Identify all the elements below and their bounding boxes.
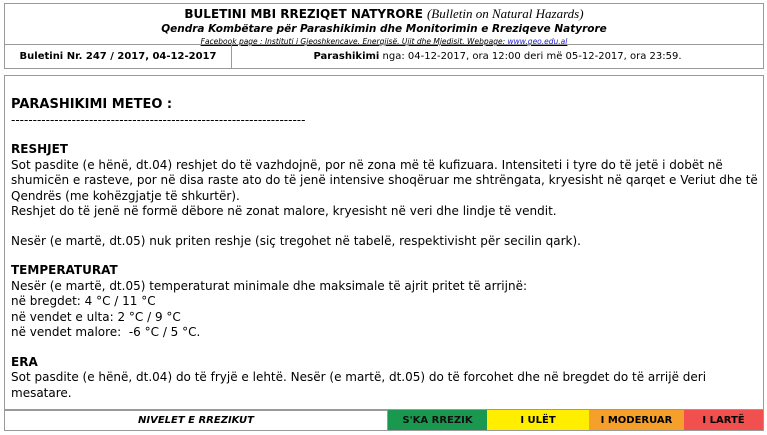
risk-levels-label: NIVELET E RREZIKUT xyxy=(5,410,388,430)
bulletin-title-en: (Bulletin on Natural Hazards) xyxy=(426,6,584,21)
section-heading: ERA xyxy=(11,354,38,369)
paragraph: në vendet malore: -6 °C / 5 °C. xyxy=(11,325,201,339)
bulletin-header xyxy=(4,3,764,45)
risk-level-low: I ULËT xyxy=(487,410,589,430)
risk-level-high: I LARTË xyxy=(684,410,763,430)
content-title: PARASHIKIMI METEO : xyxy=(11,97,173,112)
forecast-label: Parashikimi xyxy=(313,51,380,62)
risk-levels-legend xyxy=(4,409,764,431)
bulletin-number: Buletini Nr. 247 / 2017, 04-12-2017 xyxy=(5,45,232,68)
paragraph: Nesër (e martë, dt.05) nuk priten reshje (siç tregohet në tabelë, respektivisht për secilin qark). xyxy=(11,233,581,248)
webpage-link[interactable]: www.geo.edu.al xyxy=(507,37,568,46)
risk-level-none: S'KA RREZIK xyxy=(388,410,487,430)
section-heading: RESHJET xyxy=(11,142,68,156)
links-text: Facebook page : Instituti i Gjeoshkencave, Energjisë, Ujit dhe Mjedisit, Webpage: xyxy=(200,37,508,46)
paragraph: Sot pasdite (e hënë, dt.04) do të fryjë e lehtë. Nesër (e martë, dt.05) do të forcohet dhe në bregdet do të arrijë deri mesatare. xyxy=(11,370,707,400)
paragraph: Nesër (e martë, dt.05) temperaturat minimale dhe maksimale të ajrit pritet të arrijnë: xyxy=(11,278,527,293)
forecast-period: nga: 04-12-2017, ora 12:00 deri më 05-12-2017, ora 23:59. xyxy=(379,51,682,62)
risk-level-moderate: I MODERUAR xyxy=(589,410,684,430)
paragraph: Reshjet do të jenë në formë dëbore në zonat malore, kryesisht në veri dhe lindje të vendit. xyxy=(11,204,557,218)
paragraph: në vendet e ulta: 2 °C / 9 °C xyxy=(11,309,181,324)
divider: -------------------------------------------------------------------- xyxy=(11,112,306,127)
forecast-content xyxy=(4,75,764,411)
paragraph: në bregdet: 4 °C / 11 °C xyxy=(11,294,156,308)
info-row xyxy=(4,44,764,69)
bulletin-title: BULETINI MBI RREZIQET NATYRORE xyxy=(184,7,423,21)
section-heading: TEMPERATURAT xyxy=(11,263,118,277)
bulletin-subtitle: Qendra Kombëtare për Parashikimin dhe Monitorimin e Rreziqeve Natyrore xyxy=(161,23,607,35)
paragraph: Sot pasdite (e hënë, dt.04) reshjet do të vazhdojnë, por në zona më të kufizuara. Intensiteti i tyre do të jetë i dobët në shumicën e rasteve, por në disa raste ato do të jenë intensive shoqëruar me shtrëngata, kryesisht në qarqet e Veriut dhe të Qendrës (me kohëzgjatje të shkurtër). xyxy=(11,157,758,203)
